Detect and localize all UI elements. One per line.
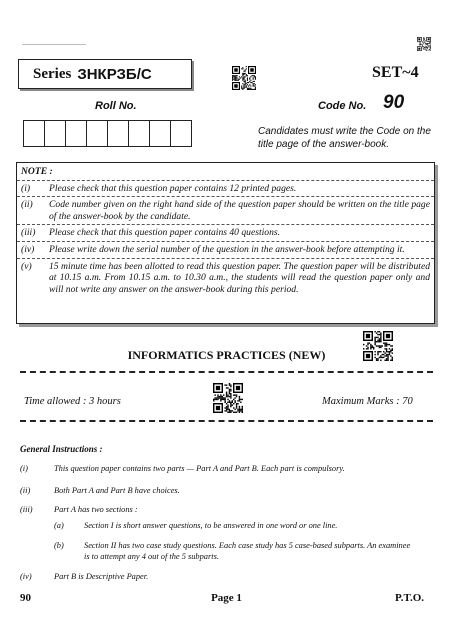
instruction-sub-text: Section II has two case study questions. Each case study has 5 case-based subparts. An examinee is to attempt any 4 out of the 5 subparts. [84, 541, 411, 561]
roll-no-box[interactable] [128, 120, 150, 147]
set-label: SET~4 [372, 64, 419, 81]
instruction-text: Part B is Descriptive Paper. [54, 572, 149, 581]
time-allowed: Time allowed : 3 hours [24, 396, 121, 407]
max-marks: Maximum Marks : 70 [322, 396, 413, 407]
paper-title: INFORMATICS PRACTICES (NEW) [127, 348, 326, 362]
page-number: Page 1 [211, 592, 242, 604]
note-item [17, 197, 434, 225]
candidate-note: Candidates must write the Code on the title page of the answer-book. [258, 126, 431, 150]
code-no-value: 90 [383, 92, 405, 113]
divider [20, 420, 433, 422]
note-item-text: Please check that this question paper contains 12 printed pages. [49, 182, 297, 194]
roll-no-box[interactable] [44, 120, 66, 147]
note-item-text: Please check that this question paper contains 40 questions. [49, 227, 281, 239]
note-item-text: Code number given on the right hand side of the question paper should be written on the title page of the answer-book by the candidate. [49, 199, 430, 222]
instruction-number: (iv) [20, 572, 32, 581]
note-item-number: (v) [21, 260, 32, 272]
footer-code: 90 [20, 592, 31, 604]
roll-no-box[interactable] [86, 120, 108, 147]
qr-code-icon [232, 66, 256, 90]
instruction-number: (i) [20, 464, 28, 473]
note-box [16, 162, 435, 324]
instruction-sub-text: Section I is short answer questions, to be answered in one word or one line. [84, 521, 338, 530]
note-item [17, 181, 434, 198]
instruction-text: This question paper contains two parts — Part A and Part B. Each part is compulsory. [54, 464, 345, 473]
instruction-number: (ii) [20, 486, 31, 495]
instruction-sub-number: (b) [54, 541, 64, 550]
instruction-number: (iii) [20, 505, 33, 514]
roll-no-box[interactable] [170, 120, 192, 147]
pto-label: P.T.O. [395, 592, 425, 604]
note-item-text: Please write down the serial number of the question in the answer-book before attempting it. [49, 243, 405, 255]
divider [20, 371, 433, 373]
general-instructions-title: General Instructions : [20, 444, 103, 454]
code-no-label: Code No. [318, 100, 367, 112]
note-title: NOTE : [17, 163, 434, 181]
roll-no-boxes[interactable] [23, 120, 191, 147]
roll-no-box[interactable] [149, 120, 171, 147]
note-item-number: (i) [21, 182, 31, 194]
header-rule [22, 44, 86, 45]
series-code: ЗНКРЗБ/С [77, 65, 152, 83]
roll-no-label: Roll No. [95, 100, 137, 112]
note-item [17, 259, 434, 298]
note-item [17, 242, 434, 259]
roll-no-box[interactable] [23, 120, 45, 147]
note-item-number: (iii) [21, 227, 36, 239]
roll-no-box[interactable] [107, 120, 129, 147]
roll-no-box[interactable] [65, 120, 87, 147]
instruction-text: Part A has two sections : [54, 505, 138, 514]
qr-code-icon [417, 37, 431, 51]
instruction-sub-number: (a) [54, 521, 64, 530]
note-item-text: 15 minute time has been allotted to read this question paper. The question paper will be distributed at 10.15 a.m. From 10.15 a.m. to 10.30 a.m., the students will read the question paper only and will not write any answer on the answer-book during this period. [49, 260, 430, 295]
instruction-text: Both Part A and Part B have choices. [54, 486, 180, 495]
qr-code-icon [213, 383, 243, 413]
note-item-number: (ii) [21, 199, 33, 211]
series-label: Series [33, 65, 72, 82]
series-box [18, 59, 192, 89]
note-item [17, 225, 434, 242]
note-item-number: (iv) [21, 243, 35, 255]
